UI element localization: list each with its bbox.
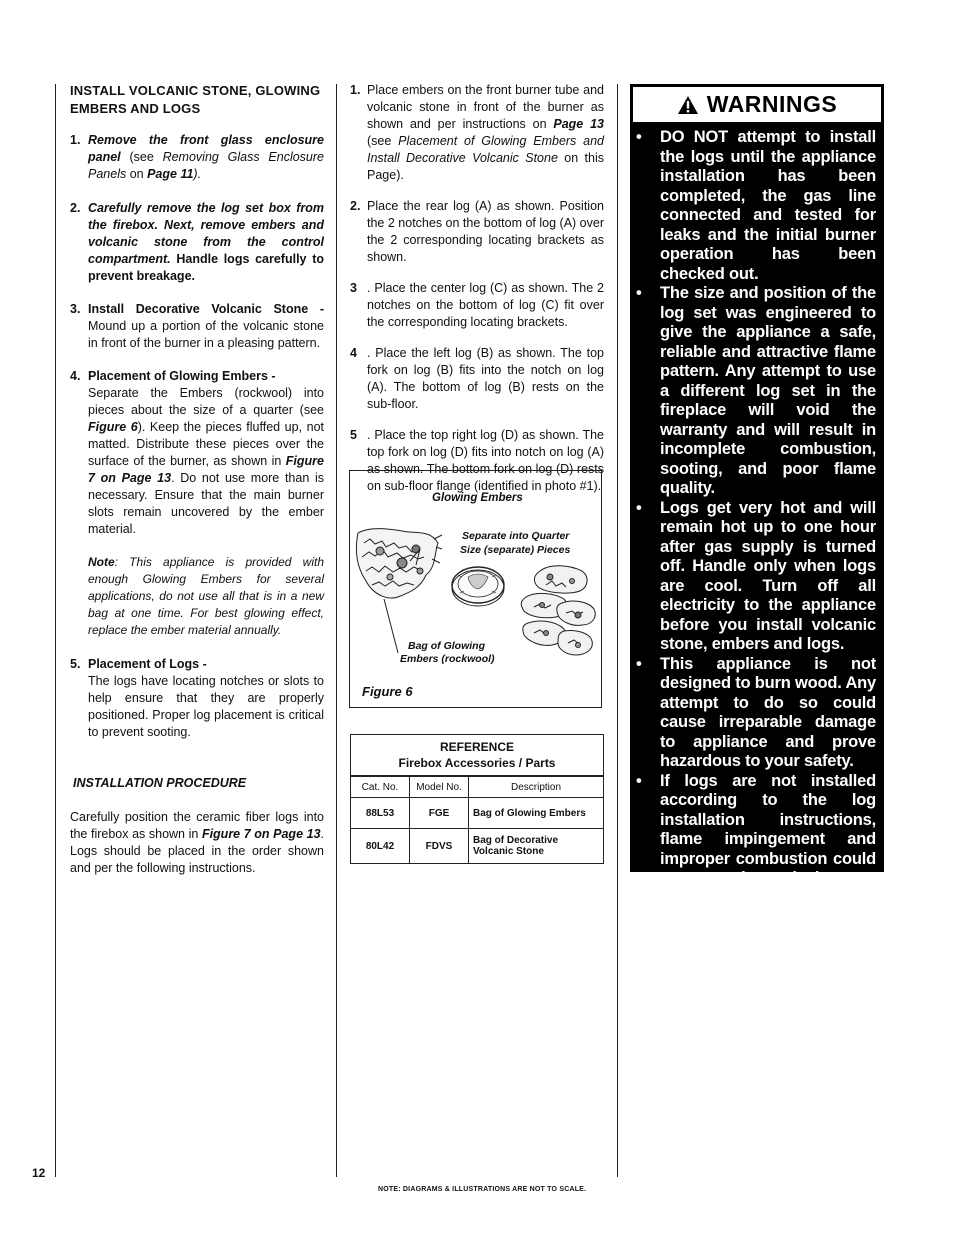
warnings-title: WARNINGS <box>706 91 838 117</box>
column-header: Cat. No. <box>351 777 410 798</box>
page-number: 12 <box>32 1166 46 1180</box>
list-item: 3 . Place the center log (C) as shown. The 2 notches on the bottom of log (C) fit over the corresponding locating brackets. <box>350 281 604 329</box>
warnings-header <box>632 86 882 123</box>
cat-no: 80L42 <box>351 829 410 864</box>
warning-item: • DO NOT attempt to install the logs until the appliance installation has been completed, the gas line connected and tested for leaks and the initial burner operation has been checked out. <box>636 128 876 283</box>
ember-note: Note: This appliance is provided with enough Glowing Embers for several applications, do not use all that is in a new bag at one time. For best glowing effect, replace the ember material annually. <box>88 555 324 637</box>
warning-item: • The size and position of the log set was engineered to give the appliance a safe, reliable and attractive flame pattern. Any attempt to use a different log set in the fireplace will void the warranty and will result in incomplete combustion, sooting, and poor flame quality. <box>636 284 876 497</box>
reference-table <box>350 734 604 864</box>
list-item: 5. Placement of Logs - <box>70 657 207 671</box>
logs-instructions: The logs have locating notches or slots to help ensure that they are properly positioned. Proper log placement is critical to prevent sooting. <box>88 674 324 739</box>
procedure-text: Carefully position the ceramic fiber logs into the firebox as shown in Figure 7 on Page 13. Logs should be placed in the order shown and per the following instructions. <box>70 810 324 875</box>
description: Bag of Decorative Volcanic Stone <box>469 829 604 864</box>
column-rule-middle <box>336 84 337 1177</box>
reference-title: REFERENCE <box>439 740 514 754</box>
separate-label-line2: Size (separate) Pieces <box>460 544 571 556</box>
warnings-list <box>636 128 876 967</box>
list-item: 5 . Place the top right log (D) as shown. The top fork on log (D) fits into notch on log (A) as shown. The bottom fork on log (D) rests on sub-floor flange (identified in photo #1). <box>350 428 604 493</box>
list-item: 1. Remove the front glass enclosure panel (see Removing Glass Enclosure Panels on Page 11). <box>70 133 324 181</box>
column-header: Model No. <box>410 777 469 798</box>
column-middle <box>350 82 604 495</box>
separated-ember-pieces <box>521 566 595 655</box>
column-rule-right <box>617 84 618 1177</box>
embers-illustration <box>350 471 600 706</box>
column-rule-left <box>55 84 56 1177</box>
list-item: 1. Place embers on the front burner tube and volcanic stone in front of the burner as shown and per instructions on Page 13 (see Placement of Glowing Embers and Install Decorative Volcanic Stone on this Page). <box>350 83 604 182</box>
table-row <box>351 829 603 864</box>
embers-instructions: Separate the Embers (rockwool) into pieces about the size of a quarter (see Figure 6). Keep the pieces fluffed up, not matted. Distribute these pieces over the surface of the burner, as shown in Figure 7 on Page 13. Do not use more than is necessary. Ensure that the main burner slots remain uncovered by the ember material. <box>88 386 324 536</box>
list-item: 2. Carefully remove the log set box from the firebox. Next, remove embers and volcanic stone from the control compartment. Handle logs carefully to prevent breakage. <box>70 201 324 283</box>
model-no: FGE <box>410 798 469 829</box>
reference-subtitle: Firebox Accessories / Parts <box>398 756 556 770</box>
figure-6 <box>349 470 602 708</box>
description: Bag of Glowing Embers <box>469 798 604 829</box>
column-header: Description <box>469 777 604 798</box>
procedure-title: INSTALLATION PROCEDURE <box>73 776 247 790</box>
list-item: 3. Install Decorative Volcanic Stone - Mound up a portion of the volcanic stone in front of the burner in a pleasing pattern. <box>70 302 324 350</box>
section-heading: INSTALL VOLCANIC STONE, GLOWING EMBERS AND LOGS <box>70 83 321 116</box>
list-item: 4 . Place the left log (B) as shown. The top fork on log (B) fits into the notch on log (A). The bottom of log (B) rests on the sub-floor. <box>350 346 604 411</box>
figure-caption: Figure 6 <box>362 684 413 699</box>
ember-bag-illustration <box>356 529 442 653</box>
warning-item: • If logs are not installed according to the log installation instructions, flame impingement and improper combustion could occur and result in soot and/or excessive production of carbon monoxide (CO), a colorless, odorless, toxic gas. <box>636 771 876 965</box>
list-item: 4. Placement of Glowing Embers - <box>70 369 276 383</box>
quarter-coin-illustration <box>452 567 504 606</box>
warning-item: • This appliance is not designed to burn wood. Any attempt to do so could cause irreparable damage to appliance and prove hazardous to your safety. <box>636 654 877 770</box>
separate-label-line1: Separate into Quarter <box>462 530 570 542</box>
column-left <box>70 82 324 877</box>
cat-no: 88L53 <box>351 798 410 829</box>
footer-note: NOTE: DIAGRAMS & ILLUSTRATIONS ARE NOT TO SCALE. <box>378 1186 587 1193</box>
model-no: FDVS <box>410 829 469 864</box>
figure-title: Glowing Embers <box>432 492 523 504</box>
table-header-row <box>351 777 603 798</box>
warning-item: • Logs get very hot and will remain hot up to one hour after gas supply is turned off. Handle only when logs are cool. Turn off all electricity to the appliance before you install volcanic stone, embers and logs. <box>636 498 876 653</box>
bag-label-line1: Bag of Glowing <box>408 640 485 652</box>
list-item: 2. Place the rear log (A) as shown. Position the 2 notches on the bottom of log (A) over the 2 corresponding locating brackets as shown. <box>350 199 604 264</box>
warning-triangle-icon <box>677 95 699 115</box>
warnings-box <box>630 84 884 965</box>
bag-label-line2: Embers (rockwool) <box>400 653 495 665</box>
table-row <box>351 798 603 829</box>
